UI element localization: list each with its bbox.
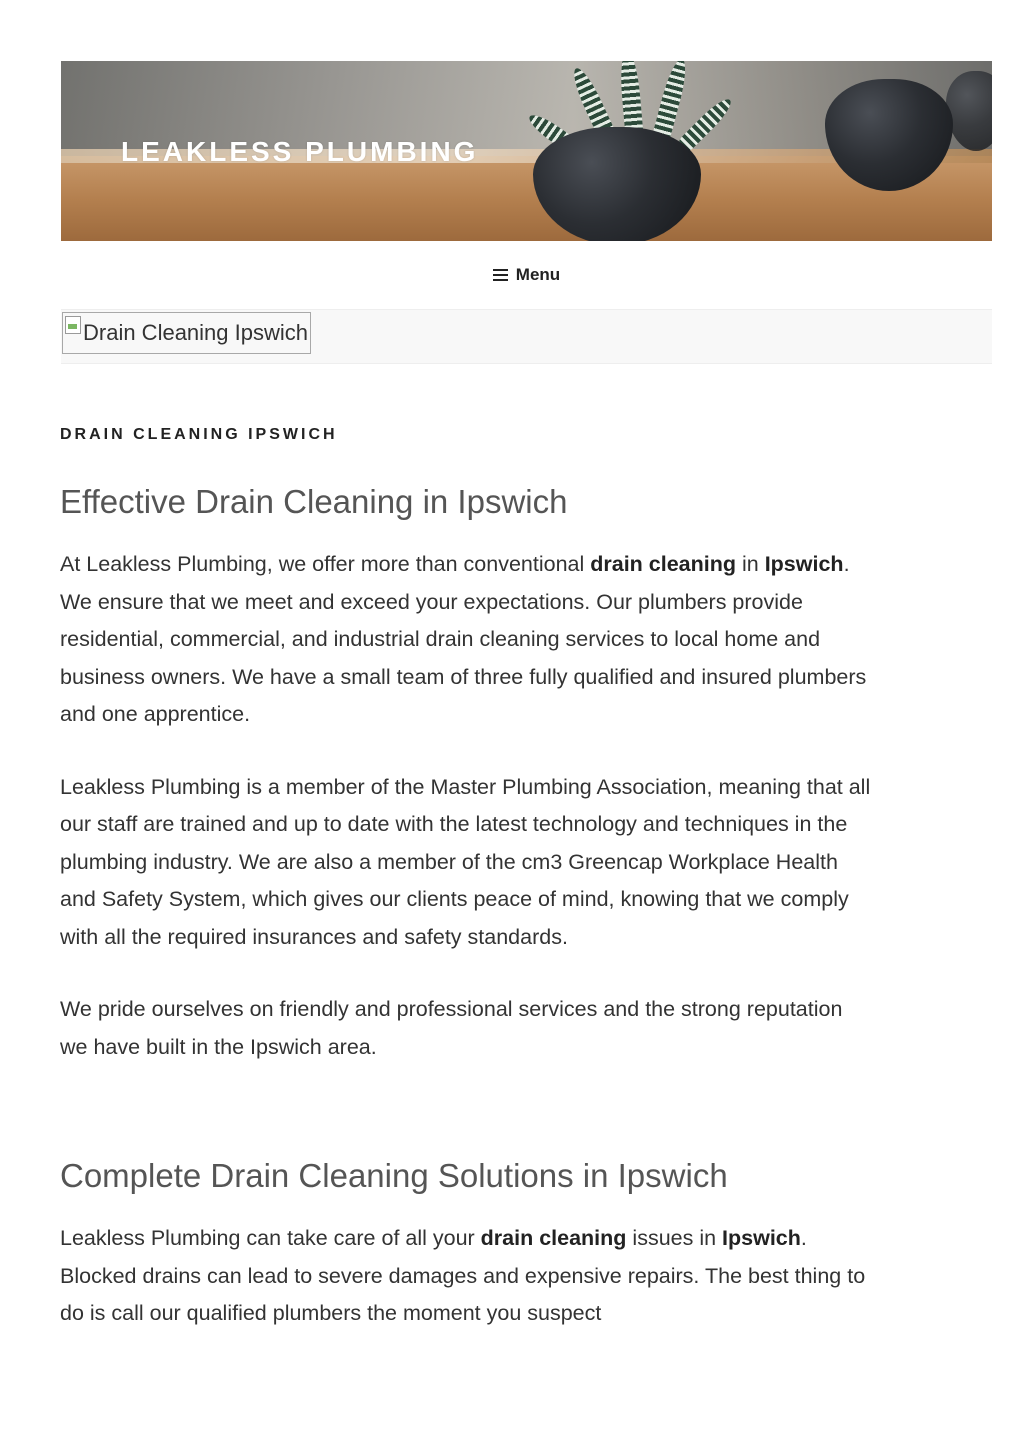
featured-image <box>62 312 311 354</box>
hamburger-icon <box>493 269 508 281</box>
site-title[interactable]: LEAKLESS PLUMBING <box>121 136 479 167</box>
section-heading: Effective Drain Cleaning in Ipswich <box>60 483 568 520</box>
broken-image-icon <box>65 316 81 334</box>
plant-pot-main <box>533 127 701 241</box>
entry-title: DRAIN CLEANING IPSWICH <box>60 426 338 443</box>
text: . Blocked drains can lead to severe damages and expensive repairs. The best thing to do is call our qualified plumbers the moment you suspect <box>60 1226 866 1325</box>
site-header <box>61 61 992 241</box>
main-navigation <box>61 241 992 310</box>
main-content <box>60 426 872 1333</box>
bold-keyword: Ipswich <box>722 1226 801 1250</box>
paragraph <box>60 546 872 734</box>
menu-toggle-button[interactable] <box>483 259 570 291</box>
text: . We ensure that we meet and exceed your expectations. Our plumbers provide residential, commercial, and industrial drain cleaning services to local home and business owners. We have a small team of three fully qualified and insured plumbers and one apprentice. <box>60 552 867 726</box>
bold-keyword: drain cleaning <box>480 1226 627 1250</box>
menu-label: Menu <box>515 265 561 284</box>
text: in <box>736 552 765 576</box>
bold-keyword: drain cleaning <box>590 552 737 576</box>
featured-image-strip <box>61 310 992 364</box>
bold-keyword: Ipswich <box>764 552 844 576</box>
paragraph: Leakless Plumbing is a member of the Master Plumbing Association, meaning that all our staff are trained and up to date with the latest technology and techniques in the plumbing industry. We are also a member of the cm3 Greencap Workplace Health and Safety System, which gives our clients peace of mind, knowing that we comply with all the required insurances and safety standards. <box>60 774 871 949</box>
featured-image-alt: Drain Cleaning Ipswich <box>83 320 308 345</box>
text: Leakless Plumbing can take care of all your <box>60 1226 481 1250</box>
section-heading: Complete Drain Cleaning Solutions in Ipswich <box>60 1157 728 1194</box>
text: At Leakless Plumbing, we offer more than conventional <box>60 552 591 576</box>
text: issues in <box>626 1226 723 1250</box>
paragraph <box>60 1220 872 1333</box>
paragraph: We pride ourselves on friendly and professional services and the strong reputation we have built in the Ipswich area. <box>60 997 843 1059</box>
page <box>61 61 992 364</box>
